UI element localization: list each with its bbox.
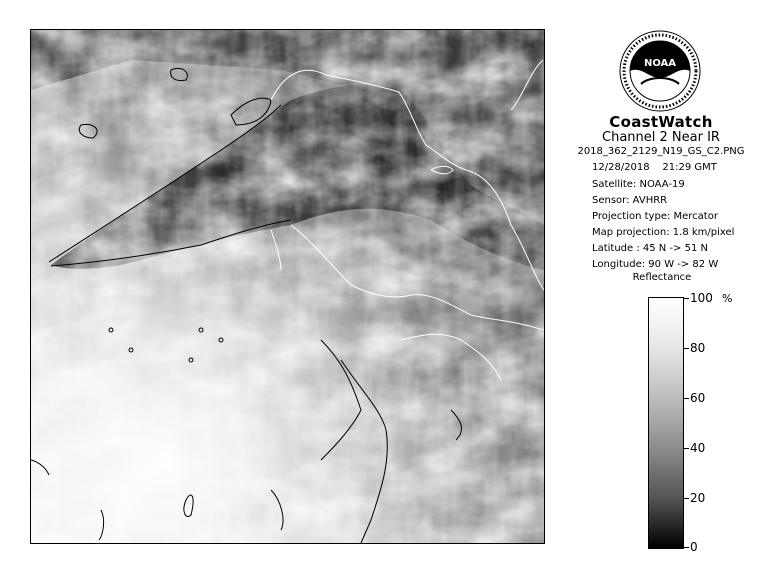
- filename-label: 2018_362_2129_N19_GS_C2.PNG: [577, 146, 745, 157]
- channel-label: Channel 2 Near IR: [602, 130, 720, 145]
- legend-title: Reflectance: [632, 272, 692, 283]
- legend-tick-mark: [683, 348, 689, 349]
- longitude-label: Longitude: 90 W -> 82 W: [592, 259, 719, 270]
- legend-tick-mark: [683, 398, 689, 399]
- legend-tick-label: 40: [690, 441, 706, 455]
- legend-unit: %: [722, 292, 733, 305]
- latitude-label: Latitude : 45 N -> 51 N: [592, 243, 708, 254]
- projection-type-label: Projection type: Mercator: [592, 211, 718, 222]
- map-projection-label: Map projection: 1.8 km/pixel: [592, 227, 735, 238]
- legend-tick-label: 100: [690, 291, 713, 305]
- legend-tick-label: 80: [690, 341, 706, 355]
- legend-tick-label: 20: [690, 491, 706, 505]
- logo-text: NOAA: [643, 58, 677, 69]
- satellite-map: [30, 29, 545, 544]
- reflectance-colorbar: [648, 297, 684, 549]
- sensor-label: Sensor: AVHRR: [592, 195, 668, 206]
- map-image: [31, 30, 544, 543]
- legend-tick-mark: [683, 547, 689, 548]
- legend-tick-mark: [683, 498, 689, 499]
- satellite-label: Satellite: NOAA-19: [592, 179, 685, 190]
- brand-title: CoastWatch: [609, 113, 713, 131]
- noaa-logo-icon: [619, 30, 701, 112]
- time-value: 21:29 GMT: [662, 162, 717, 173]
- legend-tick-label: 0: [690, 540, 698, 554]
- date-value: 12/28/2018: [592, 162, 650, 173]
- legend-tick-mark: [683, 298, 689, 299]
- legend-tick-label: 60: [690, 391, 706, 405]
- date-time: [592, 162, 717, 173]
- legend-tick-mark: [683, 448, 689, 449]
